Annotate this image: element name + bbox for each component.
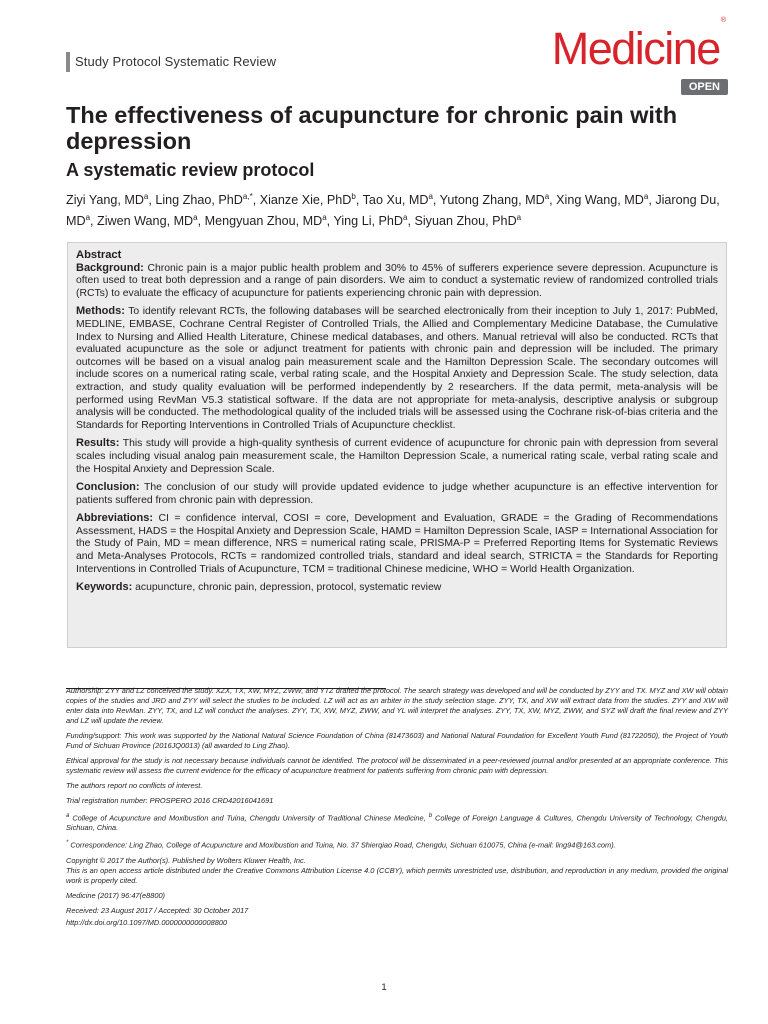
aff-a-mark: a: [66, 813, 70, 819]
abstract-box: [67, 242, 727, 648]
abstract-heading: Abstract: [76, 249, 122, 261]
aff-a-text: College of Acupuncture and Moxibustion and Tuina, Chengdu University of Traditional Chinese Medicine,: [72, 813, 429, 823]
article-subtitle: A systematic review protocol: [66, 160, 315, 180]
author-affiliation-mark: a: [322, 213, 327, 223]
license-text: This is an open access article distributed under the Creative Commons Attribution License 4.0 (CCBY), which permits unrestricted use, distribution, and reproduction in any medium, provided the original work is properly cited.: [66, 865, 728, 885]
affiliations-note: [66, 811, 728, 833]
results-label: Results:: [76, 437, 120, 450]
journal-name: Medicine: [551, 23, 720, 74]
author-name: Ziwen Wang, MD: [97, 214, 194, 229]
results-text: This study will provide a high-quality synthesis of current evidence of acupuncture for chronic pain with depression from several scales including visual analog pain measurement scale, the Hamilton Depression Scale, a numerical rating scale, verbal rating scale and the Hospital Anxiety and Depression Scale.: [76, 438, 718, 475]
author-separator: ,: [90, 214, 98, 229]
abbreviations-label: Abbreviations:: [76, 512, 154, 525]
author-name: Tao Xu, MD: [362, 193, 429, 208]
methods-label: Methods:: [76, 305, 125, 318]
registration-note: Trial registration number: PROSPERO 2016 CRD42016041691: [66, 796, 274, 805]
author-separator: ,: [432, 193, 440, 208]
author-affiliation-mark: a: [143, 192, 149, 201]
conflicts-note: The authors report no conflicts of interest.: [66, 781, 203, 790]
correspondence-text: Correspondence: Ling Zhao, College of Acupuncture and Moxibustion and Tuina, No. 37 Shierqiao Road, Chengdu, Sichuan 610075, China (e-mail: ling94@163.com).: [70, 840, 616, 850]
author-separator: ,: [648, 193, 656, 208]
author-separator: ,: [252, 193, 260, 208]
author-affiliation-mark: a,*: [242, 192, 253, 201]
author-affiliation-mark: a: [643, 192, 649, 201]
abbreviations-text: CI = confidence interval, COSI = core, Development and Evaluation, GRADE = the Grading of Recommendations Assessment, HADS = the Hospital Anxiety and Depression Scale, HAMD = Hamilton Depression Scale, IASP = International Association for the Study of Pain, MD = mean difference, NRS = numerical rating scale, PRISMA-P = Preferred Reporting Items for Systematic Reviews and Meta-Analyses Protocols, RCTs = randomized controlled trials, standard and ideal search, STRICTA = the Standards for Reporting Interventions in Controlled Trials of Acupuncture, TCM = traditional Chinese medicine, WHO = World Health Organization.: [76, 513, 719, 575]
author-name: Xing Wang, MD: [556, 193, 644, 208]
author-name: Siyuan Zhou, PhD: [414, 214, 517, 229]
author-separator: ,: [407, 214, 415, 229]
ethics-note: Ethical approval for the study is not necessary because individuals cannot be identified. The protocol will be disseminated in a peer-reviewed journal and/or presented at an appropriate conference. This systematic review will assess the current evidence for the efficacy of acupuncture treatment for patients suffering from chronic pain with depression.: [66, 756, 728, 775]
author-name: Ling Zhao, PhD: [155, 193, 243, 208]
page-number: 1: [381, 982, 387, 993]
author-name: Xianze Xie, PhD: [259, 193, 352, 208]
author-affiliation-mark: a: [516, 213, 522, 223]
conclusion-text: The conclusion of our study will provide updated evidence to judge whether acupuncture is an effective intervention for patients suffered from chronic pain with depression.: [76, 482, 718, 506]
author-name: Ying Li, PhD: [333, 214, 403, 229]
keywords-text: acupuncture, chronic pain, depression, protocol, systematic review: [135, 582, 442, 594]
funding-note: Funding/support: This work was supported by the National Natural Science Foundation of China (81473603) and National Natural Foundation for Excellent Youth Fund (81722050), the Project of Youth Fund of Sichuan Province (2016JQ0013) (all awarded to Ling Zhao).: [66, 731, 728, 750]
citation-note: Medicine (2017) 96:47(e8800): [66, 890, 166, 900]
doi-link[interactable]: http://dx.doi.org/10.1097/MD.0000000000008800: [66, 917, 228, 927]
author-separator: ,: [355, 193, 363, 208]
corr-mark: *: [66, 840, 69, 847]
background-text: Chronic pain is a major public health problem and 30% to 45% of sufferers experience severe depression. Acupuncture is often used to treat both depression and a range of pain disorders. We aim to conduct a systematic review of randomized controlled trials (RCTs) to evaluate the efficacy of acupuncture for patients experiencing chronic pain with depression.: [76, 262, 718, 299]
keywords-label: Keywords:: [76, 581, 133, 594]
author-affiliation-mark: a: [193, 213, 198, 223]
aff-b-text: College of Foreign Language & Cultures, Chengdu University of Technology, Chengdu, Sichuan, China.: [66, 813, 728, 833]
abstract-keywords: [76, 581, 718, 595]
open-access-badge: OPEN: [681, 79, 728, 95]
abstract-abbreviations: [76, 512, 718, 576]
author-affiliation-mark: b: [351, 192, 356, 201]
journal-header: [66, 17, 728, 100]
author-name: Ziyi Yang, MD: [66, 193, 144, 208]
author-affiliation-mark: a: [544, 192, 550, 201]
author-affiliation-mark: a: [403, 213, 408, 223]
conclusion-label: Conclusion:: [76, 481, 140, 494]
copyright-text: Copyright © 2017 the Author(s). Published by Wolters Kluwer Health, Inc.: [66, 855, 306, 865]
author-name: Mengyuan Zhou, MD: [204, 214, 323, 229]
abstract-conclusion: [76, 481, 718, 507]
footnotes: [66, 686, 728, 933]
abstract-results: [76, 437, 718, 476]
author-name: Yutong Zhang, MD: [439, 193, 545, 208]
authorship-note: Authorship: ZYY and LZ conceived the study. XZX, TX, XW, MYZ, ZWW, and YTZ drafted the protocol. The search strategy was developed and will be conducted by ZYY and TX. MYZ and XW will obtain copies of the studies and JRD and ZYY will select the studies to be included. LZ will act as an arbiter in the study selection stage. ZYY, TX, and XW will extract data from the studies. ZYY and XW will enter data into RevMan. ZYY, TX, and LZ will conduct the analyses. ZYY, TX, XW, MYZ, ZWW, and YL will interpret the analyses. ZYY, TX, XW, MYZ, ZWW, and SYZ will draft the final review and ZYY and LZ will update the review.: [66, 686, 728, 725]
author-separator: ,: [326, 214, 334, 229]
article-title: The effectiveness of acupuncture for chronic pain with depression: [66, 102, 678, 154]
background-label: Background:: [76, 261, 144, 274]
dates-note: Received: 23 August 2017 / Accepted: 30 October 2017: [66, 905, 249, 915]
author-separator: ,: [197, 214, 205, 229]
abstract-background: [76, 262, 718, 301]
author-affiliation-mark: a: [85, 213, 91, 223]
section-bar: [66, 52, 70, 72]
abstract-methods: [76, 305, 718, 432]
copyright-license-note: [66, 856, 728, 886]
correspondence-note: [66, 838, 728, 850]
aff-b-mark: b: [428, 813, 433, 819]
methods-text: To identify relevant RCTs, the following databases will be searched electronically from their inception to July 1, 2017: PubMed, MEDLINE, EMBASE, Cochrane Central Register of Controlled Trials, the Allied and Complementary Medicine Database, the Cumulative Index to Nursing and Allied Health Literature, Chinese medical databases, and others. Manual retrieval will also be conducted. RCTs that evaluated acupuncture as the sole or adjunct treatment for patients with chronic pain and depression will be included. The primary outcomes will be based on a visual analog pain measurement scale and the Hamilton Depression Scale. The secondary outcomes will include scores on a numerical rating scale, verbal rating scale, and the Hospital Anxiety and Depression Scale. The study selection, data extraction, and study quality evaluation will be performed independently by 2 researchers. If the data permit, meta-analysis will be performed using RevMan V5.3 statistical software. If the data are not appropriate for meta-analysis, descriptive analysis or subgroup analysis will be conducted. The methodological quality of the included trials will be assessed using the Cochrane risk-of-bias criteria and the Standards for Reporting Interventions in Controlled Trials of Acupuncture checklist.: [76, 306, 719, 431]
author-name: Jiarong Du, MD: [66, 193, 720, 229]
author-list: [66, 188, 730, 230]
registered-mark: ®: [720, 17, 726, 24]
author-affiliation-mark: a: [428, 192, 433, 201]
author-separator: ,: [549, 193, 557, 208]
section-label: Study Protocol Systematic Review: [75, 54, 277, 69]
author-separator: ,: [148, 193, 156, 208]
journal-logo: [551, 17, 726, 74]
